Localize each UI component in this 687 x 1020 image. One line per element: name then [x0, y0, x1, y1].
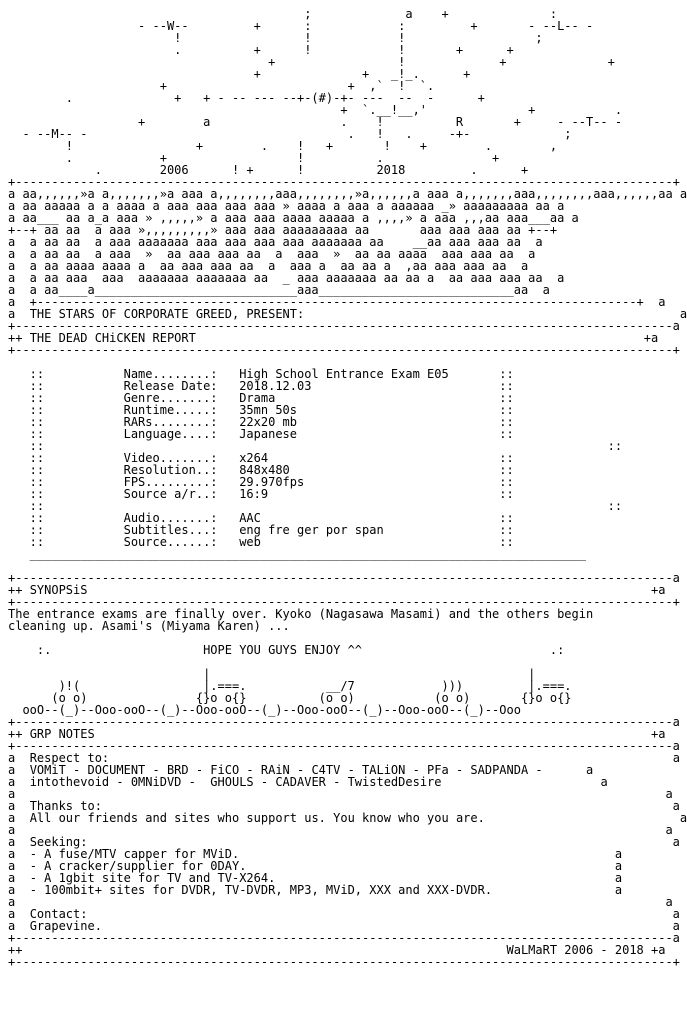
info-row: :: Genre.......: Drama ::: [8, 391, 514, 405]
presenter-line: a THE STARS OF CORPORATE GREED, PRESENT: a: [8, 307, 687, 321]
thanks-text: All our friends and sites who support us. You know who you are.: [29, 811, 485, 825]
divider: +-------------------------------------------------------------------------------------------a: [8, 739, 680, 753]
respect-text: VOMiT - DOCUMENT - BRD - FiCO - RAiN - C4TV - TALiON - PFa - SADPANDA -: [29, 763, 543, 777]
art-line: . 2006 ! + ! 2018 . +: [8, 163, 529, 177]
info-row: :: RARs........: 22x20 mb ::: [8, 415, 514, 429]
logo-art: +-------------------------------------------------------------------------------------------+: [8, 175, 680, 189]
notes-line: a Respect to: a: [8, 751, 680, 765]
notes-line: a - A fuse/MTV capper for MViD. a: [8, 847, 623, 861]
seeking-item: - 100mbit+ sites for DVDR, TV-DVDR, MP3, MViD, XXX and XXX-DVDR.: [29, 883, 493, 897]
respect-text: intothevoid - 0MNiDVD - GHOULS - CADAVER - TwistedDesire: [29, 775, 442, 789]
logo-art: a a aa aa a aaa » aa aaa aaa aa a aaa » aa aa aaaa aaa aaa aa a: [8, 247, 536, 261]
owl-art: ooO--(_)--Ooo-ooO--(_)--Ooo-ooO--(_)--Ooo-ooO--(_)--Ooo-ooO--(_)--Ooo: [8, 703, 521, 717]
section-heading: ++ SYNOPSiS +a: [8, 583, 666, 597]
divider: +-------------------------------------------------------------------------------------------+: [8, 955, 680, 969]
group-line: ++ THE DEAD CHiCKEN REPORT +a: [8, 331, 659, 345]
divider: _____________________________________________________________________________: [8, 547, 586, 561]
info-row: :: Name........: High School Entrance Exam E05 ::: [8, 367, 514, 381]
release-language: Japanese: [239, 427, 297, 441]
logo-art: a a aa____a____________________________aaa___________________________aa a: [8, 283, 550, 297]
contact-title: Contact:: [29, 907, 88, 921]
info-row: :: Video.......: x264 ::: [8, 451, 514, 465]
enjoy-text: HOPE YOU GUYS ENJOY ^^: [203, 643, 363, 657]
logo-art: a +-----------------------------------------------------------------------------------+ a: [8, 295, 666, 309]
synopsis-title: SYNOPSiS: [29, 583, 88, 597]
notes-line: a Thanks to: a: [8, 799, 680, 813]
notes-line: a a: [8, 823, 673, 837]
notes-title: GRP NOTES: [29, 727, 95, 741]
art-line: - --W-- + : : + - --L-- -: [8, 19, 594, 33]
owl-art: (o o) {}o o{} (o o) (o o) {}o o{}: [8, 691, 572, 705]
group-name: THE DEAD CHiCKEN REPORT: [29, 331, 196, 345]
notes-line: a VOMiT - DOCUMENT - BRD - FiCO - RAiN - C4TV - TALiON - PFa - SADPANDA - a: [8, 763, 594, 777]
art-line: ! ! ! ;: [8, 31, 543, 45]
info-row: :: ::: [8, 439, 623, 453]
footer-line: ++ WaLMaRT 2006 - 2018 +a: [8, 943, 666, 957]
release-resolution: 848x480: [239, 463, 290, 477]
release-audio: AAC: [239, 511, 261, 525]
info-row: :: Resolution..: 848x480 ::: [8, 463, 514, 477]
divider: +-------------------------------------------------------------------------------------------a: [8, 931, 680, 945]
divider: +-------------------------------------------------------------------------------------------a: [8, 319, 680, 333]
logo-art: a aa,,,,,,»a a,,,,,,,»a aaa a,,,,,,,,aaa,,,,,,,,»a,,,,,,a aaa a,,,,,,,aaa,,,,,,,,aaa,,,,,,aa a: [8, 187, 687, 201]
art-line: . + ! ! + +: [8, 43, 514, 57]
info-row: :: Source......: web ::: [8, 535, 514, 549]
synopsis-text: The entrance exams are finally over. Kyoko (Nagasawa Masami) and the others begin: [8, 607, 594, 621]
logo-art: a a aa aaaa aaaa a aa aaa aaa aa a aaa a aa aa a ,aa aaa aaa aa a: [8, 259, 529, 273]
release-name: High School Entrance Exam E05: [239, 367, 449, 381]
notes-line: a Grapevine. a: [8, 919, 680, 933]
art-line: + `.__!__,' + .: [8, 103, 623, 117]
seeking-item: - A cracker/supplier for 0DAY.: [29, 859, 247, 873]
release-source: web: [239, 535, 261, 549]
art-line: ! + . ! + ! + . ,: [8, 139, 558, 153]
owl-art: )!( |.===. __/7 ))) |.===.: [8, 679, 572, 693]
art-line: + + ,` ! `.: [8, 79, 435, 93]
release-fps: 29.970fps: [239, 475, 305, 489]
footer-text: WaLMaRT 2006 - 2018: [506, 943, 644, 957]
release-genre: Drama: [239, 391, 276, 405]
info-row: :: FPS.........: 29.970fps ::: [8, 475, 514, 489]
notes-line: a intothevoid - 0MNiDVD - GHOULS - CADAVER - TwistedDesire a: [8, 775, 608, 789]
art-line: . + ! . +: [8, 151, 500, 165]
divider: +-------------------------------------------------------------------------------------------a: [8, 571, 680, 585]
notes-line: a - 100mbit+ sites for DVDR, TV-DVDR, MP3, MViD, XXX and XXX-DVDR. a: [8, 883, 623, 897]
info-row: :: Subtitles...: eng fre ger por span ::: [8, 523, 514, 537]
release-date: 2018.12.03: [239, 379, 312, 393]
release-runtime: 35mn 50s: [239, 403, 297, 417]
art-line: ; a + :: [8, 7, 558, 21]
release-source-ar: 16:9: [239, 487, 269, 501]
info-row: :: Language....: Japanese ::: [8, 427, 514, 441]
divider: +-------------------------------------------------------------------------------------------a: [8, 715, 680, 729]
release-video: x264: [239, 451, 269, 465]
presenter-text: THE STARS OF CORPORATE GREED, PRESENT:: [29, 307, 305, 321]
art-line: + a . ! R + - --T-- -: [8, 115, 623, 129]
divider: +-------------------------------------------------------------------------------------------+: [8, 343, 680, 357]
release-subtitles: eng fre ger por span: [239, 523, 384, 537]
logo-art: +--+ aa aa a aaa »,,,,,,,,,» aaa aaa aaaaaaaaa aa aaa aaa aaa aa +--+: [8, 223, 558, 237]
info-row: :: Release Date: 2018.12.03 ::: [8, 379, 514, 393]
section-heading: ++ GRP NOTES +a: [8, 727, 666, 741]
info-row: :: ::: [8, 499, 623, 513]
notes-line: a Seeking: a: [8, 835, 680, 849]
info-row: :: Audio.......: AAC ::: [8, 511, 514, 525]
logo-art: a aa aaaaa a a aaaa a aaa aaa aaa aaa » aaaa a aaa a aaaaaa _» aaaaaaaaa aa a: [8, 199, 565, 213]
notes-line: a - A 1gbit site for TV and TV-X264. a: [8, 871, 623, 885]
contact-text: Grapevine.: [29, 919, 102, 933]
seeking-title: Seeking:: [29, 835, 88, 849]
logo-art: a a aa aaa aaa aaaaaaa aaaaaaa aa _ aaa aaaaaaa aa aa a aa aaa aaa aa a: [8, 271, 565, 285]
divider: +-------------------------------------------------------------------------------------------+: [8, 595, 680, 609]
notes-line: a a: [8, 787, 673, 801]
synopsis-text: cleaning up. Asami's (Miyama Karen) ...: [8, 619, 290, 633]
release-rars: 22x20 mb: [239, 415, 297, 429]
notes-line: a All our friends and sites who support us. You know who you are. a: [8, 811, 687, 825]
notes-line: a - A cracker/supplier for 0DAY. a: [8, 859, 623, 873]
info-row: :: Runtime.....: 35mn 50s ::: [8, 403, 514, 417]
art-line: - --M-- - . ! . -+- ;: [8, 127, 572, 141]
logo-art: a aa___ aa a_a aaa » ,,,,,» a aaa aaa aaaa aaaaa a ,,,,» a aaa ,,,aa aaa___aa a: [8, 211, 579, 225]
notes-line: a Contact: a: [8, 907, 680, 921]
info-row: :: Source a/r..: 16:9 ::: [8, 487, 514, 501]
notes-line: a a: [8, 895, 673, 909]
owl-art: | |: [8, 667, 536, 681]
seeking-item: - A 1gbit site for TV and TV-X264.: [29, 871, 276, 885]
respect-title: Respect to:: [29, 751, 110, 765]
logo-art: a a aa aa a aaa aaaaaaa aaa aaa aaa aaa aaaaaaa aa __aa aaa aaa aa a: [8, 235, 543, 249]
art-line: + ! + +: [8, 55, 615, 69]
seeking-item: - A fuse/MTV capper for MViD.: [29, 847, 240, 861]
art-line: + + _!_. +: [8, 67, 471, 81]
art-line: . + + - -- --- --+-(#)-+- --- -- - +: [8, 91, 485, 105]
enjoy-line: :. HOPE YOU GUYS ENJOY ^^ .:: [8, 643, 565, 657]
thanks-title: Thanks to:: [29, 799, 102, 813]
